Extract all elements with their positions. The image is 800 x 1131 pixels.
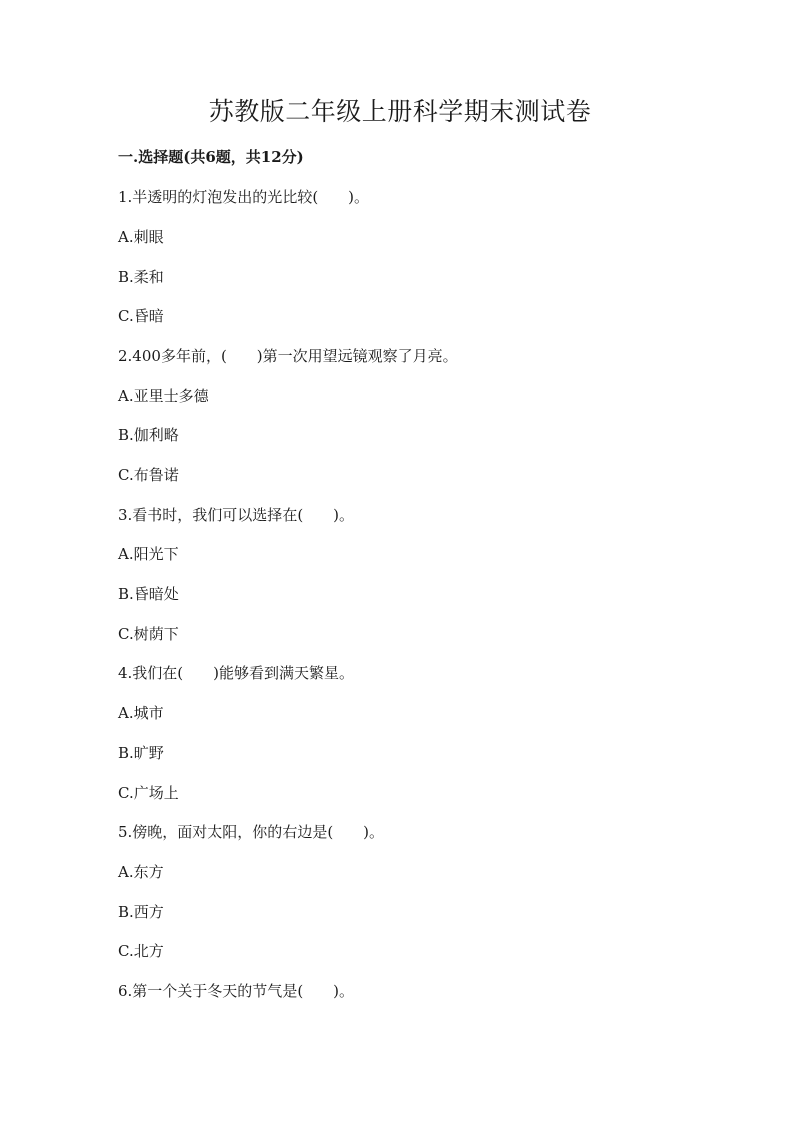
question-5-option-b: B.西方 bbox=[118, 903, 164, 921]
question-5-stem: 5.傍晚，面对太阳，你的右边是( )。 bbox=[118, 823, 385, 841]
question-4-option-b: B.旷野 bbox=[118, 744, 164, 762]
question-1-stem: 1.半透明的灯泡发出的光比较( )。 bbox=[118, 188, 370, 206]
question-2-option-a: A.亚里士多德 bbox=[118, 387, 209, 405]
question-4-stem: 4.我们在( )能够看到满天繁星。 bbox=[118, 664, 355, 682]
page-title: 苏教版二年级上册科学期末测试卷 bbox=[208, 97, 592, 126]
question-2-option-b: B.伽利略 bbox=[118, 426, 179, 444]
question-5-option-a: A.东方 bbox=[118, 863, 164, 881]
question-3-stem: 3.看书时，我们可以选择在( )。 bbox=[118, 506, 355, 524]
question-1-option-c: C.昏暗 bbox=[118, 307, 164, 325]
question-3-option-b: B.昏暗处 bbox=[118, 585, 179, 603]
question-6-stem: 6.第一个关于冬天的节气是( )。 bbox=[118, 982, 355, 1000]
question-3-option-a: A.阳光下 bbox=[118, 545, 179, 563]
question-4-option-a: A.城市 bbox=[118, 704, 164, 722]
question-2-stem: 2.400多年前，( )第一次用望远镜观察了月亮。 bbox=[118, 347, 458, 365]
question-1-option-b: B.柔和 bbox=[118, 268, 164, 286]
section-heading: 一.选择题(共6题，共12分) bbox=[118, 148, 304, 166]
question-3-option-c: C.树荫下 bbox=[118, 625, 179, 643]
question-5-option-c: C.北方 bbox=[118, 942, 164, 960]
question-2-option-c: C.布鲁诺 bbox=[118, 466, 179, 484]
question-1-option-a: A.刺眼 bbox=[118, 228, 164, 246]
question-4-option-c: C.广场上 bbox=[118, 784, 179, 802]
